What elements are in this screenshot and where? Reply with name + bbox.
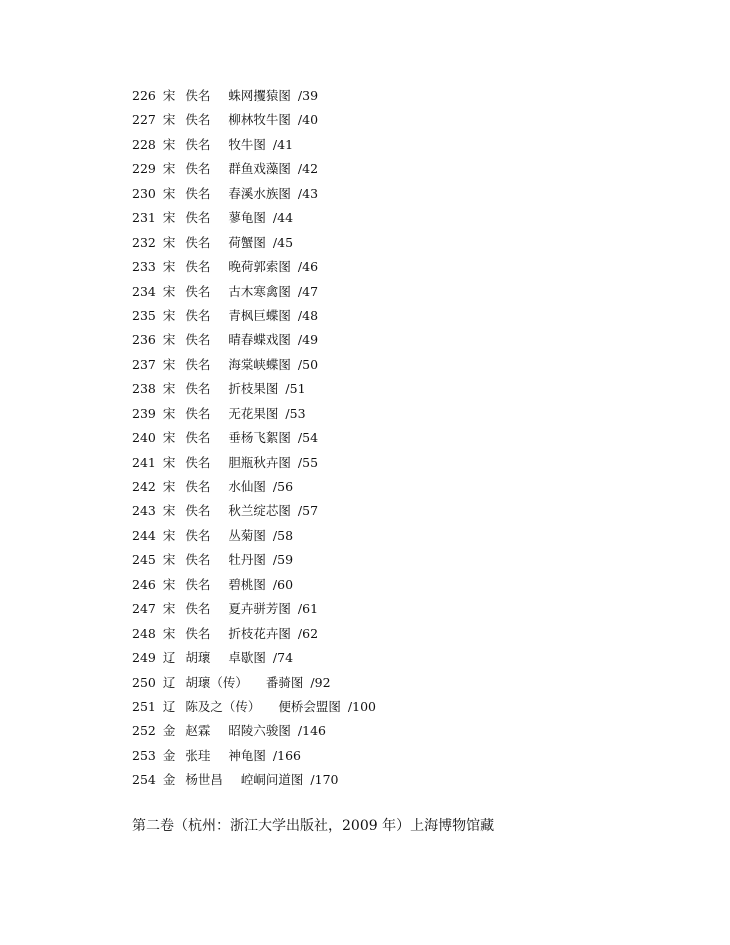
entry-dynasty: 辽 <box>162 674 176 690</box>
entry-title: 碧桃图 <box>228 576 266 592</box>
entry-number: 235 <box>132 307 156 323</box>
entry-title: 青枫巨蝶图 <box>228 307 291 323</box>
entry-dynasty: 宋 <box>162 88 176 103</box>
entry-page: /42 <box>297 161 319 177</box>
entry-dynasty: 辽 <box>162 698 176 714</box>
entry-artist: 佚名 <box>185 112 211 128</box>
entry-artist: 佚名 <box>185 356 211 372</box>
entry-page: /47 <box>297 283 319 299</box>
entry-artist: 佚名 <box>185 527 211 543</box>
entry-page: /100 <box>347 698 376 714</box>
entry-dynasty: 宋 <box>162 210 176 226</box>
catalog-entry <box>132 719 376 743</box>
catalog-entry <box>132 671 376 695</box>
catalog-entry <box>132 524 376 548</box>
entry-dynasty: 宋 <box>162 283 176 299</box>
entry-number: 228 <box>132 136 156 152</box>
entry-number: 252 <box>132 723 156 739</box>
catalog-entry <box>132 548 376 572</box>
entry-page: /166 <box>272 747 301 763</box>
entry-dynasty: 辽 <box>162 650 176 666</box>
entry-artist: 佚名 <box>185 88 211 103</box>
entry-number: 232 <box>132 234 156 250</box>
catalog-entry <box>132 597 376 621</box>
entry-dynasty: 宋 <box>162 381 176 397</box>
entry-page: /44 <box>272 210 294 226</box>
volume-heading: 第二卷（杭州：浙江大学出版社，2009 年）上海博物馆藏 <box>132 818 495 834</box>
entry-number: 254 <box>132 772 156 788</box>
entry-title: 牡丹图 <box>228 552 266 568</box>
entry-title: 昭陵六骏图 <box>228 723 291 739</box>
catalog-entry <box>132 475 376 499</box>
entry-title: 夏卉骈芳图 <box>228 601 291 617</box>
entry-number: 249 <box>132 650 156 666</box>
entry-title: 荷蟹图 <box>228 234 266 250</box>
entry-page: /45 <box>272 234 294 250</box>
entry-number: 245 <box>132 552 156 568</box>
entry-title: 丛菊图 <box>228 527 266 543</box>
entry-page: /43 <box>297 185 319 201</box>
entry-title: 折枝花卉图 <box>228 625 291 641</box>
entry-artist: 佚名 <box>185 430 211 446</box>
entry-artist: 佚名 <box>185 307 211 323</box>
entry-title: 春溪水族图 <box>228 185 291 201</box>
entry-page: /54 <box>297 430 319 446</box>
entry-dynasty: 宋 <box>162 625 176 641</box>
entry-artist: 佚名 <box>185 576 211 592</box>
catalog-entry <box>132 280 376 304</box>
catalog-entry <box>132 133 376 157</box>
entry-number: 233 <box>132 259 156 275</box>
entry-number: 226 <box>132 88 156 103</box>
entry-page: /60 <box>272 576 294 592</box>
entry-dynasty: 宋 <box>162 527 176 543</box>
entry-dynasty: 宋 <box>162 503 176 519</box>
entry-artist: 佚名 <box>185 259 211 275</box>
entry-title: 胆瓶秋卉图 <box>228 454 291 470</box>
entry-title: 蓼龟图 <box>228 210 266 226</box>
entry-number: 251 <box>132 698 156 714</box>
entry-page: /48 <box>297 307 319 323</box>
entry-artist: 佚名 <box>185 185 211 201</box>
catalog-entry <box>132 695 376 719</box>
entry-page: /58 <box>272 527 294 543</box>
entry-dynasty: 宋 <box>162 356 176 372</box>
catalog-entry <box>132 84 376 108</box>
entry-page: /74 <box>272 650 294 666</box>
entry-page: /41 <box>272 136 294 152</box>
entry-artist: 胡瓌 <box>185 650 211 666</box>
entry-title: 古木寒禽图 <box>228 283 291 299</box>
catalog-entry <box>132 304 376 328</box>
entry-number: 242 <box>132 479 156 494</box>
entry-number: 250 <box>132 674 156 690</box>
entry-page: /40 <box>297 112 319 128</box>
entry-dynasty: 宋 <box>162 136 176 152</box>
entry-title: 晴春蝶戏图 <box>228 332 291 348</box>
entry-number: 240 <box>132 430 156 446</box>
entry-title: 柳林牧牛图 <box>228 112 291 128</box>
catalog-entry <box>132 328 376 352</box>
entry-number: 231 <box>132 210 156 226</box>
entry-title: 卓歇图 <box>228 650 266 666</box>
catalog-entry <box>132 182 376 206</box>
entry-artist: 佚名 <box>185 283 211 299</box>
catalog-entry <box>132 157 376 181</box>
catalog-entry <box>132 622 376 646</box>
entry-number: 230 <box>132 185 156 201</box>
catalog-entry <box>132 451 376 475</box>
entry-page: /92 <box>310 674 331 690</box>
catalog-entry <box>132 206 376 230</box>
entry-title: 海棠峡蝶图 <box>228 356 291 372</box>
entry-dynasty: 宋 <box>162 161 176 177</box>
entry-dynasty: 宋 <box>162 576 176 592</box>
entry-page: /49 <box>297 332 319 348</box>
entry-number: 248 <box>132 625 156 641</box>
entry-number: 253 <box>132 747 156 763</box>
entry-page: /53 <box>285 405 306 421</box>
entry-page: /50 <box>297 356 319 372</box>
entry-artist: 佚名 <box>185 332 211 348</box>
entry-title: 牧牛图 <box>228 136 266 152</box>
entry-page: /55 <box>297 454 319 470</box>
catalog-entry <box>132 744 376 768</box>
entry-page: /61 <box>297 601 319 617</box>
entry-page: /46 <box>297 259 319 275</box>
entry-number: 244 <box>132 527 156 543</box>
entry-dynasty: 宋 <box>162 430 176 446</box>
entry-title: 便桥会盟图 <box>278 698 341 714</box>
entry-dynasty: 宋 <box>162 405 176 421</box>
entry-artist: 佚名 <box>185 503 211 519</box>
entry-page: /56 <box>272 479 294 494</box>
catalog-entry <box>132 426 376 450</box>
entry-artist: 佚名 <box>185 381 211 397</box>
entry-number: 229 <box>132 161 156 177</box>
entry-dynasty: 金 <box>162 772 176 788</box>
entry-number: 247 <box>132 601 156 617</box>
entry-dynasty: 宋 <box>162 112 176 128</box>
catalog-entry <box>132 377 376 401</box>
entry-artist: 佚名 <box>185 552 211 568</box>
entry-artist: 佚名 <box>185 161 211 177</box>
catalog-entry <box>132 255 376 279</box>
entry-artist: 陈及之（传） <box>185 698 261 714</box>
entry-dynasty: 金 <box>162 723 176 739</box>
entry-artist: 佚名 <box>185 625 211 641</box>
entry-title: 无花果图 <box>228 405 279 421</box>
catalog-entry <box>132 353 376 377</box>
entry-artist: 杨世昌 <box>185 772 223 788</box>
entry-artist: 佚名 <box>185 454 211 470</box>
entry-dynasty: 宋 <box>162 234 176 250</box>
entry-dynasty: 宋 <box>162 454 176 470</box>
entry-number: 227 <box>132 112 156 128</box>
catalog-entry <box>132 108 376 132</box>
entry-page: /146 <box>297 723 326 739</box>
entry-page: /62 <box>297 625 319 641</box>
entry-title: 崆峒问道图 <box>240 772 304 788</box>
entry-artist: 佚名 <box>185 234 211 250</box>
entry-title: 水仙图 <box>228 479 266 494</box>
entry-number: 237 <box>132 356 156 372</box>
entry-number: 243 <box>132 503 156 519</box>
catalog-entry <box>132 499 376 523</box>
entry-artist: 佚名 <box>185 405 211 421</box>
entry-dynasty: 宋 <box>162 185 176 201</box>
entry-page: /39 <box>297 88 319 103</box>
catalog-entry <box>132 573 376 597</box>
entry-artist: 佚名 <box>185 479 211 494</box>
entry-title: 蛛网攫猿图 <box>228 88 291 103</box>
entry-page: /57 <box>297 503 319 519</box>
entry-title: 垂杨飞絮图 <box>228 430 291 446</box>
entry-number: 236 <box>132 332 156 348</box>
entry-artist: 佚名 <box>185 601 211 617</box>
entry-title: 神龟图 <box>228 747 266 763</box>
entry-number: 246 <box>132 576 156 592</box>
entry-number: 239 <box>132 405 156 421</box>
entry-page: /51 <box>285 381 306 397</box>
entry-number: 234 <box>132 283 156 299</box>
entry-title: 晚荷郭索图 <box>228 259 291 275</box>
entry-dynasty: 宋 <box>162 552 176 568</box>
entry-dynasty: 宋 <box>162 479 176 494</box>
entry-dynasty: 宋 <box>162 601 176 617</box>
entry-page: /59 <box>272 552 294 568</box>
entry-page: /170 <box>310 772 339 788</box>
entry-dynasty: 宋 <box>162 332 176 348</box>
catalog-entry <box>132 768 376 792</box>
entry-artist: 胡瓌（传） <box>185 674 248 690</box>
entry-dynasty: 金 <box>162 747 176 763</box>
entry-number: 241 <box>132 454 156 470</box>
entry-dynasty: 宋 <box>162 259 176 275</box>
entry-artist: 张珪 <box>185 747 211 763</box>
entry-title: 折枝果图 <box>228 381 279 397</box>
catalog-entry <box>132 646 376 670</box>
entry-artist: 赵霖 <box>185 723 211 739</box>
entry-title: 群鱼戏藻图 <box>228 161 291 177</box>
entry-number: 238 <box>132 381 156 397</box>
entry-dynasty: 宋 <box>162 307 176 323</box>
entry-artist: 佚名 <box>185 136 211 152</box>
entry-title: 秋兰绽芯图 <box>228 503 291 519</box>
catalog-entry <box>132 402 376 426</box>
entry-artist: 佚名 <box>185 210 211 226</box>
catalog-entry-list <box>132 84 376 793</box>
catalog-entry <box>132 231 376 255</box>
entry-title: 番骑图 <box>265 674 304 690</box>
